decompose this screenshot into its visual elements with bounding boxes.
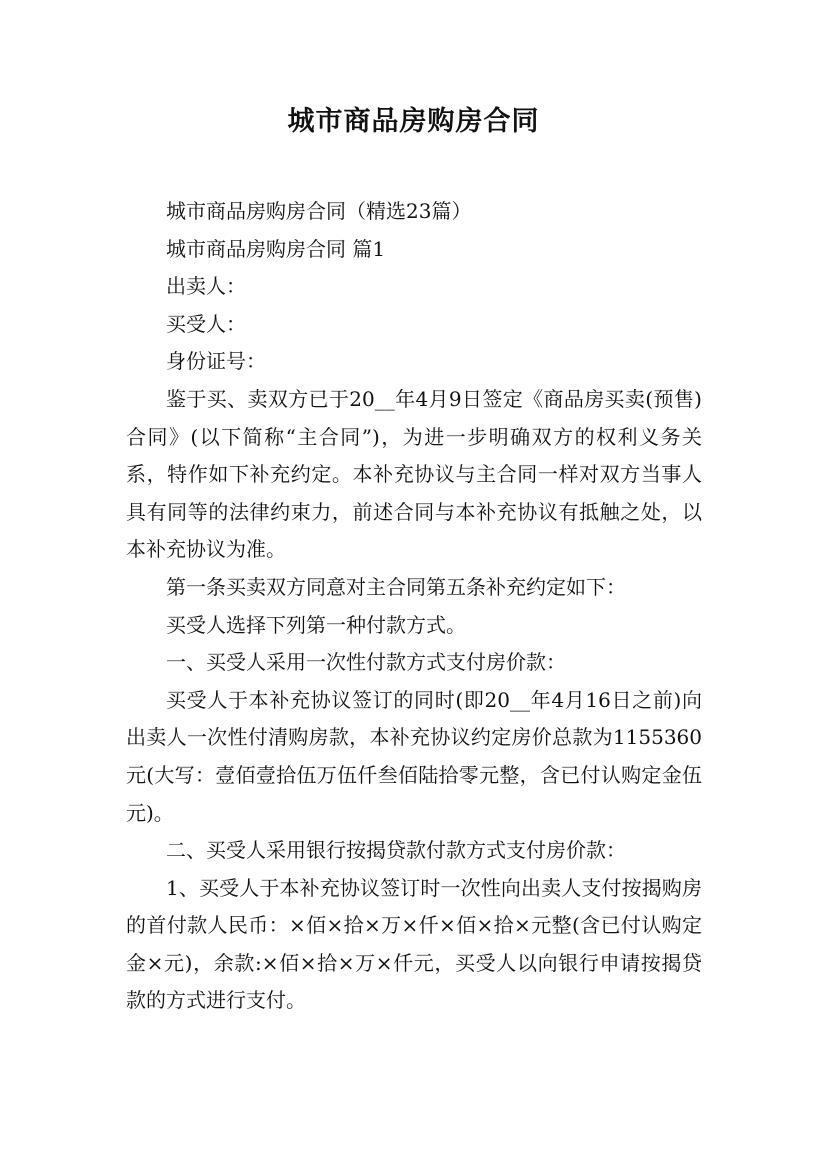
paragraph-id-number: 身份证号： — [166, 349, 266, 374]
paragraph-option-two: 二、买受人采用银行按揭贷款付款方式支付房价款： — [166, 838, 626, 863]
paragraph-option-one: 一、买受人采用一次性付款方式支付房价款： — [166, 650, 566, 675]
paragraph-preamble: 鉴于买、卖双方已于20__年4月9日签定《商品房买卖(预售)合同》(以下简称“主合同”)，为进一步明确双方的权利义务关系，特作如下补充约定。本补充协议与主合同一样对双方当事人具有同等的法律约束力，前述合同与本补充协议有抵触之处，以本补充协议为准。 — [126, 386, 702, 562]
paragraph-article-one: 第一条买卖双方同意对主合同第五条补充约定如下： — [166, 574, 626, 599]
paragraph-option-two-detail: 1、买受人于本补充协议签订时一次性向出卖人支付按揭购房的首付款人民币：×佰×拾×万×仟×佰×拾×元整(含已付认购定金×元)，余款:×佰×拾×万×仟元，买受人以向银行申请按揭贷款的方式进行支付。 — [126, 875, 702, 1013]
paragraph-option-one-detail: 买受人于本补充协议签订的同时(即20__年4月16日之前)向出卖人一次性付清购房款，本补充协议约定房价总款为1155360元(大写：壹佰壹拾伍万伍仟叁佰陆拾零元整，含已付认购定金伍元)。 — [126, 687, 702, 825]
document-body — [126, 193, 702, 1020]
paragraph-buyer: 买受人： — [166, 311, 246, 336]
paragraph-heading: 城市商品房购房合同（精选23篇） — [166, 199, 472, 223]
paragraph-seller: 出卖人： — [166, 274, 246, 299]
paragraph-section-title: 城市商品房购房合同 篇1 — [166, 236, 386, 261]
document-title: 城市商品房购房合同 — [287, 106, 540, 137]
paragraph-payment-choice: 买受人选择下列第一种付款方式。 — [166, 612, 466, 637]
